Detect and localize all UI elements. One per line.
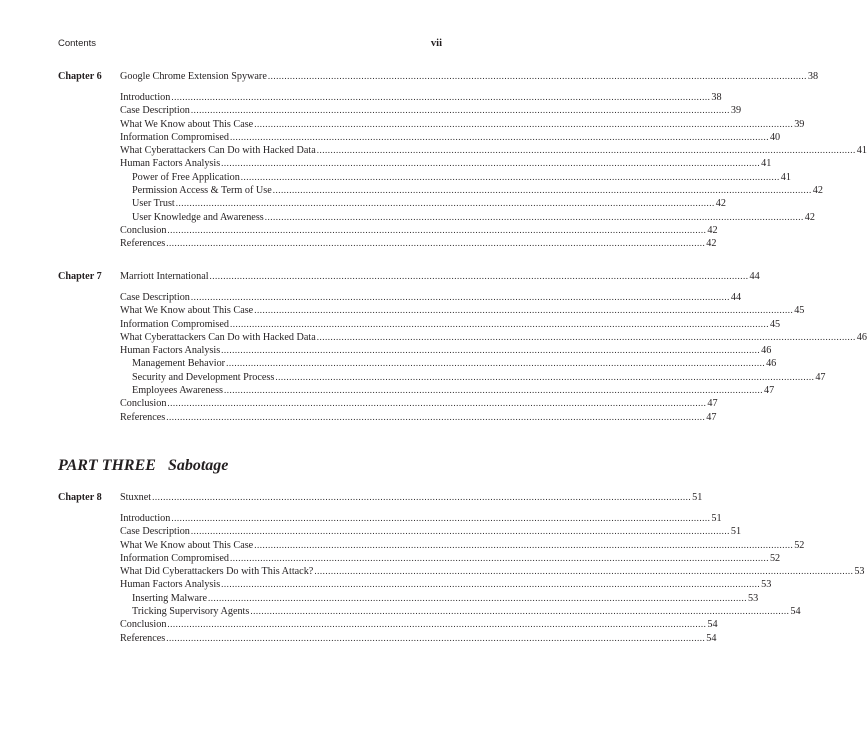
entry-page-number: 39 — [730, 105, 742, 117]
chapter-6-block — [58, 69, 867, 251]
entry-title: What We Know about This Case — [120, 305, 254, 317]
dot-leader — [226, 357, 765, 370]
entry-page-number: 52 — [769, 552, 781, 564]
toc-subentry[interactable] — [120, 197, 726, 210]
dot-leader — [191, 291, 730, 304]
entry-title: Information Compromised — [120, 131, 229, 143]
entry-title: Inserting Malware — [132, 592, 207, 604]
entry-title: Conclusion — [120, 224, 167, 236]
entry-title: Conclusion — [120, 619, 167, 631]
entry-title: Conclusion — [120, 398, 167, 410]
toc-entry[interactable] — [120, 539, 805, 552]
toc-subentry[interactable] — [120, 384, 775, 397]
toc-subentry[interactable] — [120, 605, 801, 618]
dot-leader — [250, 605, 789, 618]
entry-title: Security and Development Process — [132, 371, 275, 383]
entry-title: Information Compromised — [120, 552, 229, 564]
entry-page-number: 51 — [730, 526, 742, 538]
toc-entry[interactable] — [120, 144, 867, 157]
dot-leader — [224, 384, 763, 397]
entry-page-number: 45 — [769, 318, 781, 330]
running-head — [58, 38, 442, 52]
toc-entry[interactable] — [120, 525, 742, 538]
chapter-label: Chapter 6 — [58, 71, 102, 82]
toc-entry[interactable] — [120, 331, 867, 344]
toc-entry[interactable] — [120, 411, 717, 424]
dot-leader — [176, 197, 715, 210]
toc-entry[interactable] — [120, 157, 772, 170]
chapter-page-number: 38 — [807, 71, 819, 82]
chapter-title: Stuxnet — [120, 492, 152, 503]
entry-title: User Trust — [132, 198, 175, 210]
dot-leader — [210, 269, 749, 283]
entry-page-number: 45 — [794, 305, 805, 317]
entry-title: References — [120, 632, 166, 644]
entry-page-number: 46 — [766, 358, 777, 370]
chapter-title: Google Chrome Extension Spyware — [120, 71, 267, 82]
dot-leader — [191, 525, 730, 538]
entry-page-number: 47 — [815, 371, 826, 383]
dot-leader — [221, 344, 760, 357]
running-head-section: Contents — [58, 38, 97, 49]
toc-entry[interactable] — [120, 318, 781, 331]
entry-page-number: 40 — [769, 131, 781, 143]
entry-page-number: 47 — [764, 385, 775, 397]
dot-leader — [171, 91, 710, 104]
dot-leader — [275, 371, 814, 384]
chapter-label: Chapter 8 — [58, 492, 102, 503]
dot-leader — [268, 69, 807, 83]
toc-subentry[interactable] — [120, 592, 759, 605]
entry-page-number: 53 — [761, 579, 772, 591]
dot-leader — [230, 552, 769, 565]
dot-leader — [317, 144, 856, 157]
toc-subentry[interactable] — [120, 211, 815, 224]
entry-title: Case Description — [120, 105, 190, 117]
entry-title: Human Factors Analysis — [120, 158, 221, 170]
chapter-heading-row[interactable] — [58, 490, 703, 504]
page-number: vii — [430, 38, 442, 49]
entry-page-number: 51 — [711, 513, 722, 524]
entry-title: What We Know about This Case — [120, 539, 254, 551]
toc-entry[interactable] — [120, 578, 772, 591]
entry-title: References — [120, 411, 166, 423]
dot-leader — [171, 512, 710, 525]
toc-entry[interactable] — [120, 397, 718, 410]
dot-leader — [191, 104, 730, 117]
dot-leader — [166, 632, 705, 645]
toc-entry[interactable] — [120, 512, 722, 525]
part-heading — [58, 457, 228, 475]
toc-entry[interactable] — [120, 118, 805, 131]
entry-page-number: 41 — [780, 171, 791, 183]
entry-title: What Did Cyberattackers Do with This Attack? — [120, 566, 314, 578]
entry-title: Tricking Supervisory Agents — [132, 606, 250, 618]
toc-entry[interactable] — [120, 618, 718, 631]
entry-title: Case Description — [120, 292, 190, 303]
toc-subentry[interactable] — [120, 171, 791, 184]
dot-leader — [221, 578, 760, 591]
dot-leader — [273, 184, 812, 197]
entry-title: References — [120, 238, 166, 250]
dot-leader — [254, 539, 793, 552]
entry-title: Human Factors Analysis — [120, 345, 221, 357]
toc-entry[interactable] — [120, 304, 805, 317]
dot-leader — [167, 397, 706, 410]
chapter-page-number: 51 — [692, 492, 703, 503]
entry-title: User Knowledge and Awareness — [132, 211, 264, 223]
toc-entry[interactable] — [120, 565, 865, 578]
chapter-page-number: 44 — [749, 271, 760, 282]
dot-leader — [254, 304, 793, 317]
entry-page-number: 38 — [711, 92, 722, 103]
toc-subentry[interactable] — [120, 371, 826, 384]
toc-entry[interactable] — [120, 104, 742, 117]
entry-page-number: 47 — [707, 398, 718, 410]
dot-leader — [317, 331, 856, 344]
entry-page-number: 39 — [794, 118, 805, 130]
toc-entry[interactable] — [120, 224, 718, 237]
toc-entry[interactable] — [120, 131, 781, 144]
chapter-7-block — [58, 269, 867, 424]
chapter-8-block — [58, 490, 865, 645]
dot-leader — [167, 618, 706, 631]
entry-page-number: 46 — [761, 345, 772, 357]
toc-entry[interactable] — [120, 344, 772, 357]
entry-title: Human Factors Analysis — [120, 579, 221, 591]
entry-page-number: 42 — [812, 185, 823, 197]
entry-title: What Cyberattackers Can Do with Hacked Data — [120, 145, 316, 157]
entry-title: Permission Access & Term of Use — [132, 185, 272, 197]
toc-subentry[interactable] — [120, 184, 823, 197]
entry-page-number: 54 — [707, 619, 718, 631]
dot-leader — [166, 237, 705, 250]
toc-entry[interactable] — [120, 291, 742, 304]
dot-leader — [208, 592, 747, 605]
entry-page-number: 42 — [707, 224, 718, 236]
entry-title: What We Know about This Case — [120, 118, 254, 130]
part-title: Sabotage — [167, 457, 229, 474]
chapter-title: Marriott International — [120, 271, 209, 282]
part-label: PART THREE — [58, 457, 156, 474]
entry-page-number: 44 — [730, 292, 742, 303]
toc-entry[interactable] — [120, 237, 717, 250]
entry-page-number: 46 — [856, 331, 867, 343]
section-list — [120, 291, 867, 424]
dot-leader — [254, 118, 793, 131]
chapter-heading-row[interactable] — [58, 269, 760, 283]
toc-entry[interactable] — [120, 632, 717, 645]
dot-leader — [166, 411, 705, 424]
entry-title: Employees Awareness — [132, 385, 224, 397]
entry-page-number: 52 — [794, 539, 805, 551]
dot-leader — [230, 318, 769, 331]
dot-leader — [167, 224, 706, 237]
toc-entry[interactable] — [120, 91, 722, 104]
entry-page-number: 41 — [761, 158, 772, 170]
entry-page-number: 47 — [706, 411, 717, 423]
entry-page-number: 41 — [856, 145, 867, 157]
entry-title: Power of Free Application — [132, 171, 240, 183]
toc-entry[interactable] — [120, 552, 781, 565]
dot-leader — [265, 211, 804, 224]
entry-title: Introduction — [120, 92, 171, 103]
entry-title: Management Behavior — [132, 358, 226, 370]
entry-page-number: 42 — [715, 198, 726, 210]
dot-leader — [230, 131, 769, 144]
chapter-label: Chapter 7 — [58, 271, 102, 282]
entry-page-number: 53 — [854, 566, 865, 578]
section-list — [120, 91, 867, 251]
entry-title: Introduction — [120, 513, 171, 524]
entry-title: Information Compromised — [120, 318, 229, 330]
entry-page-number: 42 — [706, 238, 717, 250]
chapter-heading-row[interactable] — [58, 69, 819, 83]
entry-page-number: 53 — [747, 592, 759, 604]
dot-leader — [221, 157, 760, 170]
entry-page-number: 54 — [706, 632, 717, 644]
entry-title: What Cyberattackers Can Do with Hacked Data — [120, 331, 316, 343]
toc-subentry[interactable] — [120, 357, 777, 370]
entry-page-number: 54 — [790, 606, 801, 618]
entry-page-number: 42 — [804, 211, 815, 223]
entry-title: Case Description — [120, 526, 190, 538]
dot-leader — [314, 565, 853, 578]
section-list — [120, 512, 865, 645]
dot-leader — [241, 171, 780, 184]
dot-leader — [152, 490, 691, 504]
